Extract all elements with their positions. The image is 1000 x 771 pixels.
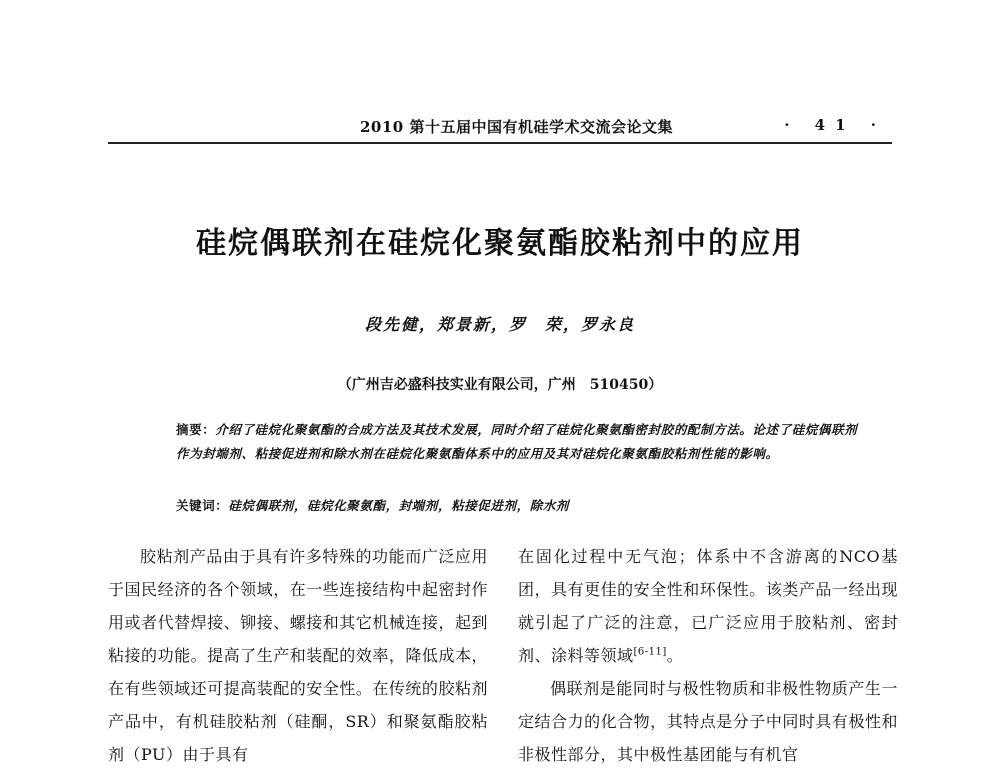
running-head [108, 108, 892, 144]
body-paragraph: 偶联剂是能同时与极性物质和非极性物质产生一定结合力的化合物，其特点是分子中同时具有极性和非极性部分，其中极性基团能与有机官 [518, 679, 898, 764]
body-text-end: 。 [666, 646, 684, 665]
page-number: · 41 · [784, 116, 886, 134]
paper-title: 硅烷偶联剂在硅烷化聚氨酯胶粘剂中的应用 [196, 226, 804, 261]
body-paragraph: 胶粘剂产品由于具有许多特殊的功能而广泛应用于国民经济的各个领域，在一些连接结构中起密封作用或者代替焊接、铆接、螺接和其它机械连接，起到粘接的功能。提高了生产和装配的效率，降低成本，在有些领域还可提高装配的安全性。在传统的胶粘剂产品中，有机硅胶粘剂（硅酮，SR）和聚氨酯胶粘剂（PU）由于具有 [108, 547, 488, 764]
keywords-text: 硅烷偶联剂，硅烷化聚氨酯，封端剂，粘接促进剂，除水剂 [228, 498, 570, 513]
body-column-right [518, 540, 898, 771]
authors: 段先健，郑景新，罗 荣，罗永良 [364, 315, 635, 334]
body-text: 在固化过程中无气泡；体系中不含游离的NCO基团，具有更佳的安全性和环保性。该类产品一经出现就引起了广泛的注意，已广泛应用于胶粘剂、密封剂、涂料等领域 [518, 547, 898, 665]
citation-ref: [6-11] [633, 646, 667, 658]
body-paragraph-continued [518, 540, 898, 672]
keywords-label: 关键词： [176, 498, 229, 513]
abstract-label: 摘要： [176, 422, 216, 437]
keywords [176, 494, 876, 518]
running-head-title: 2010 第十五届中国有机硅学术交流会论文集 [360, 118, 673, 136]
body-column-left [108, 540, 488, 771]
abstract [140, 418, 864, 466]
affiliation: （广州吉必盛科技实业有限公司，广州 510450） [337, 377, 663, 393]
abstract-text: 介绍了硅烷化聚氨酯的合成方法及其技术发展，同时介绍了硅烷化聚氨酯密封胶的配制方法。论述了硅烷偶联剂作为封端剂、粘接促进剂和除水剂在硅烷化聚氨酯体系中的应用及其对硅烷化聚氨酯胶粘剂性能的影响。 [176, 422, 858, 461]
